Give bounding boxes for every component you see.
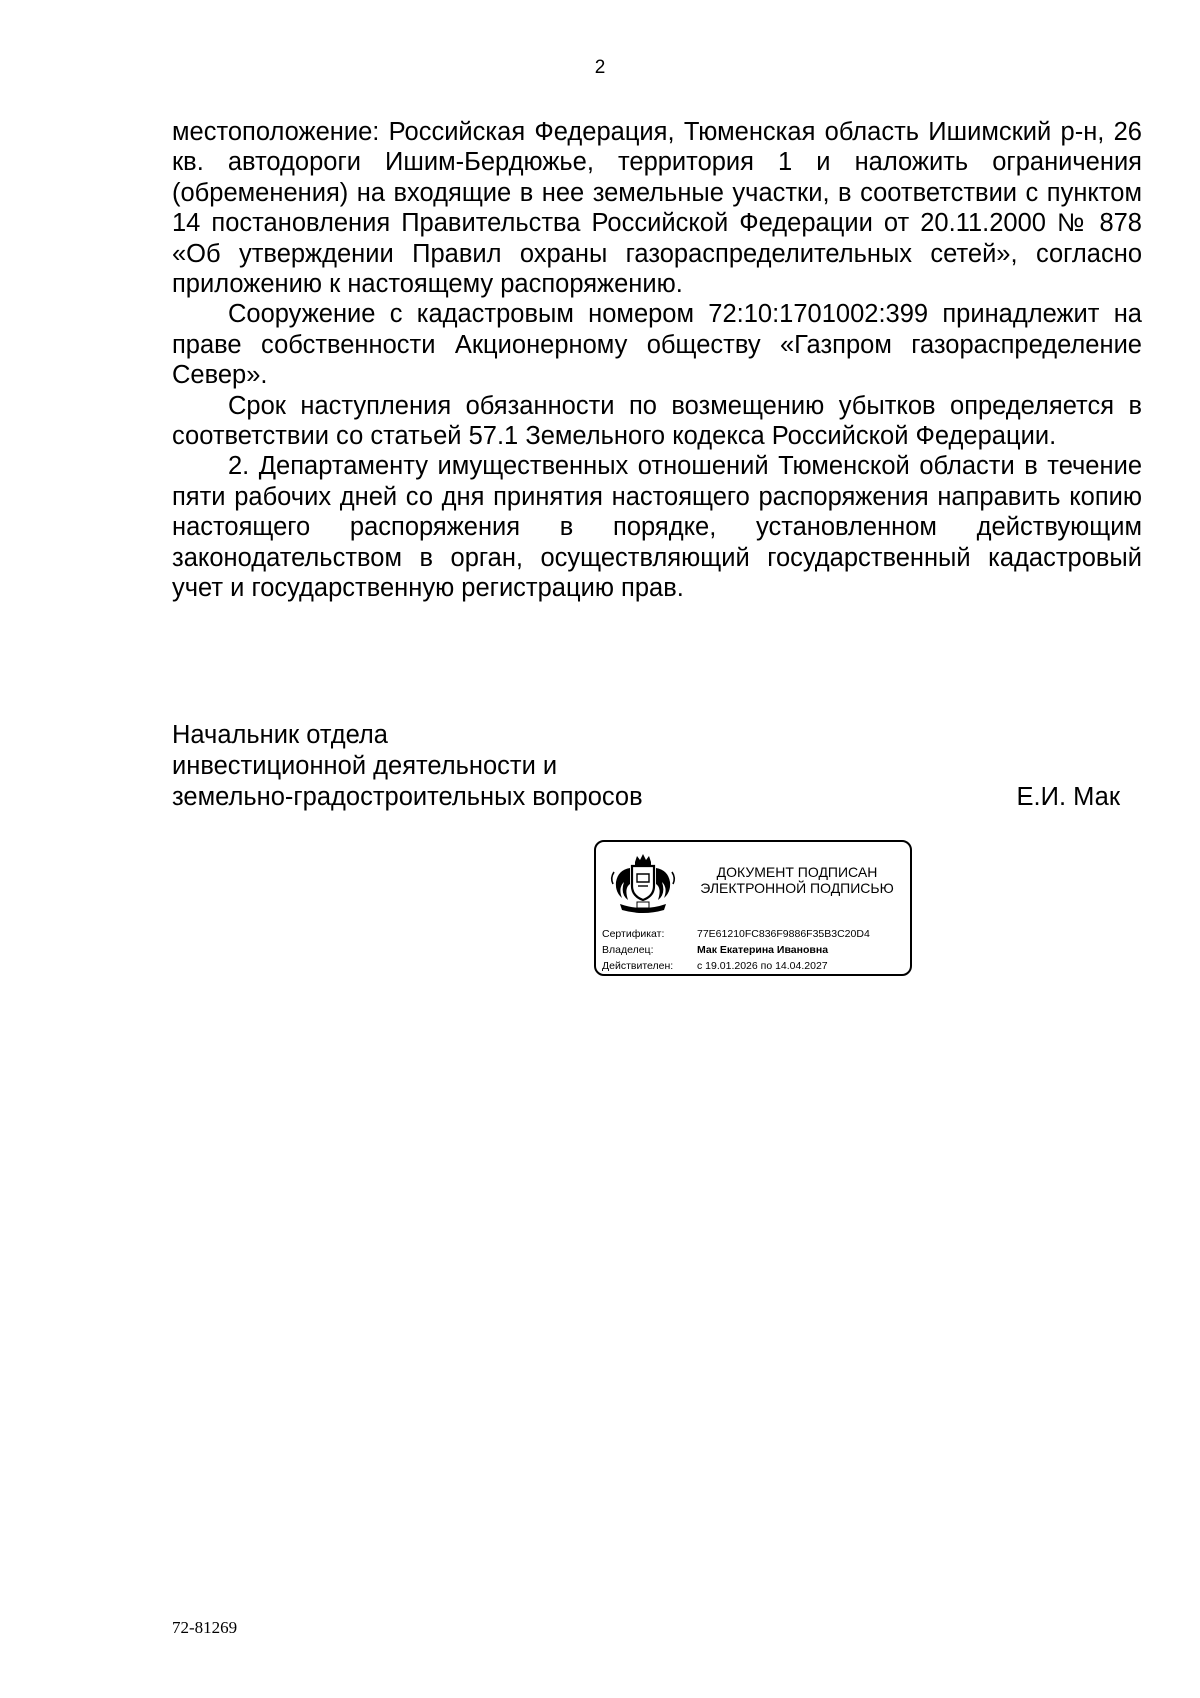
paragraph-location: местоположение: Российская Федерация, Тюменская область Ишимский р-н, 26 кв. автодороги Ишим-Бердюжье, территория 1 и наложить ограничения (обременения) на входящие в нее земельные участки, в соответствии с пунктом 14 постановления Правительства Российской Федерации от 20.11.2000 № 878 «Об утверждении Правил охраны газораспределительных сетей», согласно приложению к настоящему распоряжению. [172,118,1142,299]
signer-title-line: инвестиционной деятельности и [172,752,558,780]
tyumen-coat-of-arms-icon [608,852,678,918]
stamp-details [602,926,910,974]
signer-title-line: Начальник отдела [172,721,388,749]
page-number: 2 [594,57,606,78]
signer-title-line: земельно-градостроительных вопросов [172,783,643,811]
signer-title [172,720,1142,813]
certificate-label: Сертификат: [602,928,665,940]
electronic-signature-stamp [594,840,912,976]
validity-value: с 19.01.2026 по 14.04.2027 [697,960,828,972]
paragraph-structure-ownership: Сооружение с кадастровым номером 72:10:1701002:399 принадлежит на праве собственности Акционерному обществу «Газпром газораспределение Север». [172,300,1142,390]
document-body [172,117,1142,604]
stamp-header [686,864,908,896]
paragraph-damages-term: Срок наступления обязанности по возмещению убытков определяется в соответствии со статьей 57.1 Земельного кодекса Российской Федерации. [172,391,1142,451]
owner-label: Владелец: [602,944,654,956]
stamp-header-line: ЭЛЕКТРОННОЙ ПОДПИСЬЮ [700,880,894,896]
document-code: 72-81269 [172,1618,238,1637]
owner-value: Мак Екатерина Ивановна [697,944,829,956]
certificate-value: 77E61210FC836F9886F35B3C20D4 [697,928,870,940]
validity-label: Действителен: [602,960,674,972]
stamp-validity-row [602,958,910,974]
paragraph-item-2: 2. Департаменту имущественных отношений Тюменской области в течение пяти рабочих дней со дня принятия настоящего распоряжения направить копию настоящего распоряжения в порядке, установленном действующим законодательством в орган, осуществляющий государственный кадастровый учет и государственную регистрацию прав. [172,452,1142,603]
signer-block [172,720,1142,813]
signer-name: Е.И. Мак [1016,783,1120,811]
stamp-owner-row [602,942,910,958]
stamp-certificate-row [602,926,910,942]
stamp-header-line: ДОКУМЕНТ ПОДПИСАН [716,864,878,880]
